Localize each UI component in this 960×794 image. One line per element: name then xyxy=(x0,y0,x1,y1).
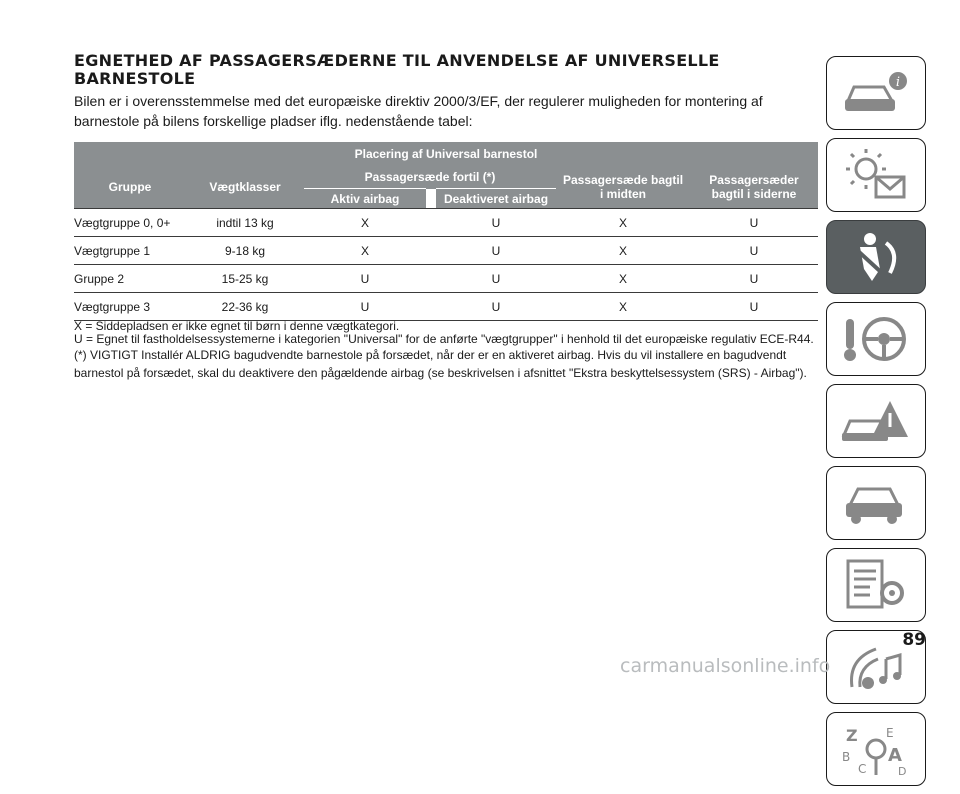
cell-group: Gruppe 2 xyxy=(74,265,186,293)
col-header-weight: Vægtklasser xyxy=(186,165,304,209)
watermark: carmanualsonline.info xyxy=(620,655,831,677)
header-gap xyxy=(426,189,436,209)
cell-group: Vægtgruppe 3 xyxy=(74,293,186,321)
col-header-airbag-on: Aktiv airbag xyxy=(304,189,426,209)
cell-rear-middle: X xyxy=(556,237,690,265)
cell-rear-middle: X xyxy=(556,293,690,321)
cell-gap xyxy=(426,209,436,237)
table-notes xyxy=(74,320,824,382)
cell-rear-sides: U xyxy=(690,209,818,237)
svg-text:E: E xyxy=(886,726,894,740)
cell-airbag-on: U xyxy=(304,265,426,293)
cell-rear-sides: U xyxy=(690,293,818,321)
cell-gap xyxy=(426,293,436,321)
cell-group: Vægtgruppe 0, 0+ xyxy=(74,209,186,237)
tab-starting-driving[interactable] xyxy=(826,302,926,376)
cell-airbag-off: U xyxy=(436,265,556,293)
starting-driving-icon xyxy=(840,311,912,367)
col-header-rear-sides: Passagersæder bagtil i siderne xyxy=(690,165,818,209)
table-row xyxy=(74,209,818,237)
cell-airbag-on: X xyxy=(304,237,426,265)
cell-gap xyxy=(426,237,436,265)
emergency-icon xyxy=(840,393,912,449)
tab-car-info[interactable] xyxy=(826,56,926,130)
tab-emergency[interactable] xyxy=(826,384,926,458)
table-row xyxy=(74,265,818,293)
note-x: X = Siddepladsen er ikke egnet til børn i denne vægtkategori. xyxy=(74,319,400,333)
cell-rear-middle: X xyxy=(556,209,690,237)
cell-airbag-off: U xyxy=(436,209,556,237)
cell-airbag-off: U xyxy=(436,237,556,265)
svg-text:Z: Z xyxy=(846,726,858,745)
svg-text:A: A xyxy=(888,745,902,766)
table-top-header: Placering af Universal barnestol xyxy=(74,142,818,165)
tab-maintenance[interactable] xyxy=(826,466,926,540)
cell-rear-sides: U xyxy=(690,265,818,293)
index-icon xyxy=(840,721,912,777)
safety-seatbelt-icon xyxy=(840,229,912,285)
maintenance-icon xyxy=(840,475,912,531)
svg-text:C: C xyxy=(858,762,867,776)
cell-weight: indtil 13 kg xyxy=(186,209,304,237)
tab-safety[interactable] xyxy=(826,220,926,294)
chapter-sidebar xyxy=(826,56,928,794)
tab-technical-data[interactable] xyxy=(826,548,926,622)
col-header-rear-middle: Passagersæde bagtil i midten xyxy=(556,165,690,209)
svg-text:i: i xyxy=(895,75,901,90)
cell-weight: 22-36 kg xyxy=(186,293,304,321)
cell-rear-sides: U xyxy=(690,237,818,265)
intro-paragraph: Bilen er i overensstemmelse med det europæiske direktiv 2000/3/EF, der regulerer muligheden for montering af barnestole på bilens forskellige pladser iflg. nedenstående tabel: xyxy=(74,93,763,129)
cell-weight: 15-25 kg xyxy=(186,265,304,293)
child-seat-table xyxy=(74,142,818,321)
svg-text:D: D xyxy=(898,765,907,777)
tab-warning-lights[interactable] xyxy=(826,138,926,212)
page-heading: EGNETHED AF PASSAGERSÆDERNE TIL ANVENDELSE AF UNIVERSELLE BARNESTOLE xyxy=(74,51,720,88)
warning-lights-icon xyxy=(840,147,912,203)
cell-gap xyxy=(426,265,436,293)
cell-airbag-on: X xyxy=(304,209,426,237)
col-header-airbag-off: Deaktiveret airbag xyxy=(436,189,556,209)
note-u: U = Egnet til fastholdelsessystemerne i kategorien "Universal" for de anførte "vægtgrupper" i henhold til det europæiske regulativ ECE-R44. xyxy=(74,332,814,346)
table-row xyxy=(74,237,818,265)
cell-airbag-on: U xyxy=(304,293,426,321)
note-important: (*) VIGTIGT Installér ALDRIG bagudvendte barnestole på forsædet, når der er en aktiveret airbag. Hvis du vil installere en bagudvendt barnestol på forsædet, skal du deaktivere den pågældende airbag (se beskrivelsen i afsnittet "Ekstra beskyttelsessystem (SRS) - Airbag"). xyxy=(74,348,807,380)
technical-data-icon xyxy=(840,557,912,613)
cell-weight: 9-18 kg xyxy=(186,237,304,265)
tab-index[interactable] xyxy=(826,712,926,786)
svg-text:B: B xyxy=(842,750,851,764)
col-header-front-seat: Passagersæde fortil (*) xyxy=(304,165,556,189)
cell-group: Vægtgruppe 1 xyxy=(74,237,186,265)
col-header-group: Gruppe xyxy=(74,165,186,209)
table-row xyxy=(74,293,818,321)
cell-airbag-off: U xyxy=(436,293,556,321)
car-info-icon xyxy=(840,65,912,121)
cell-rear-middle: X xyxy=(556,265,690,293)
page-number: 89 xyxy=(902,630,926,650)
